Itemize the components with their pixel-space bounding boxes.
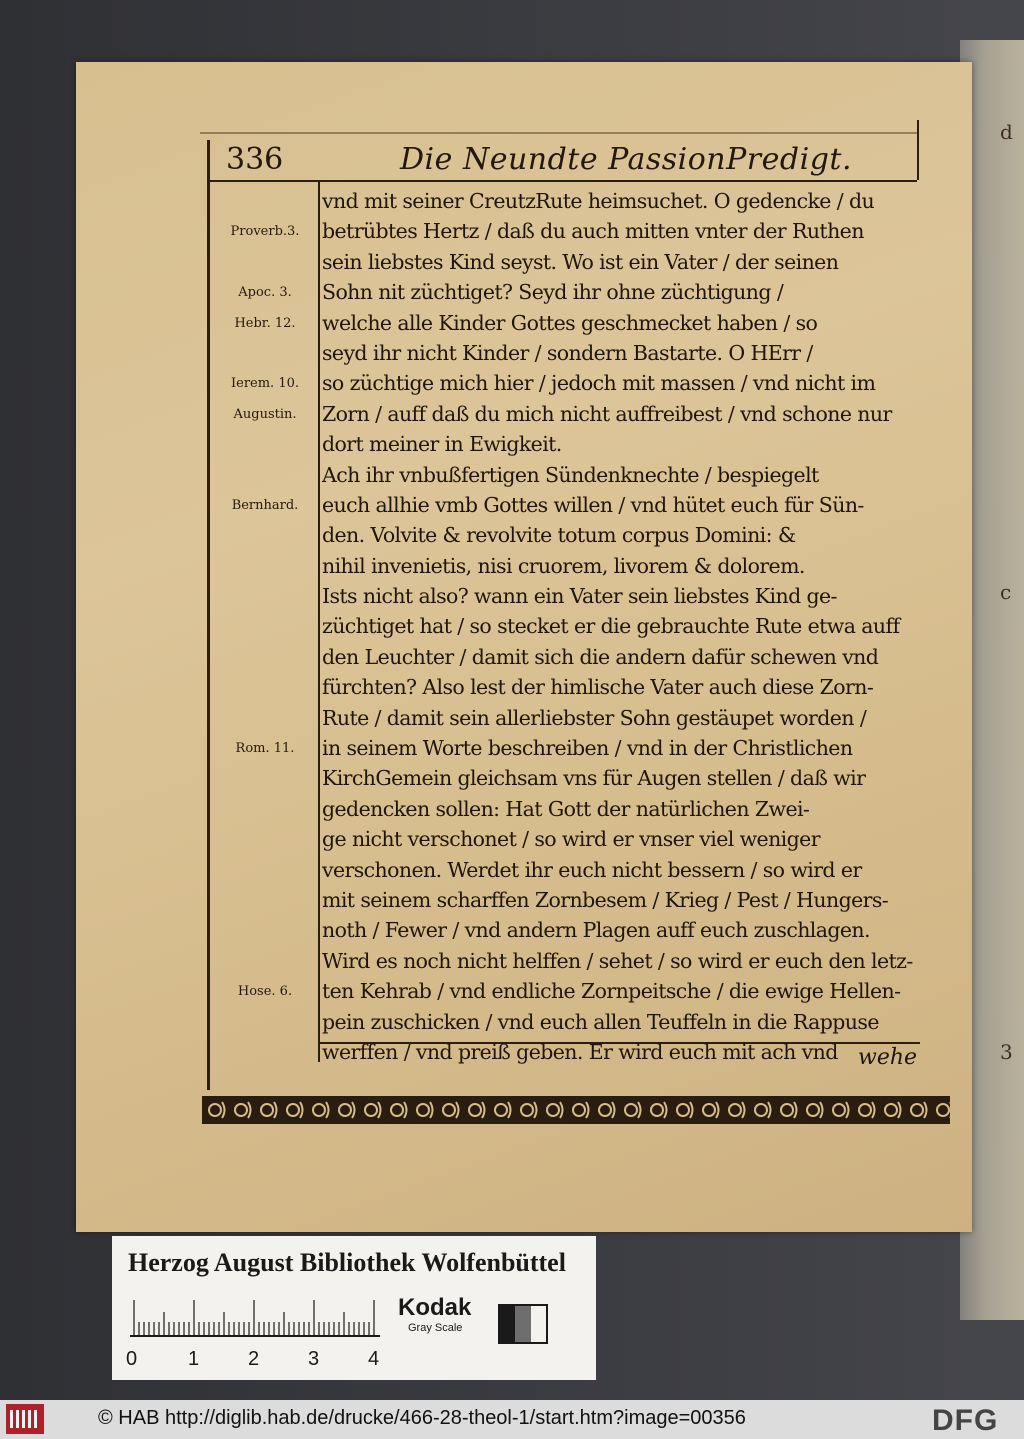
- header-rule-top: [200, 132, 918, 134]
- running-title: Die Neundte PassionPredigt.: [400, 142, 853, 177]
- color-card: [112, 1236, 596, 1380]
- gray-scale-label: Gray Scale: [408, 1322, 463, 1334]
- text-line: Wird es noch nicht helffen / sehet / so wird er euch den letz-: [322, 948, 913, 973]
- text-line: Ists nicht also? wann ein Vater sein liebstes Kind ge-: [322, 584, 837, 609]
- text-line: Sohn nit züchtiget? Seyd ihr ohne züchtigung /: [322, 280, 784, 305]
- ruler-number-1: 1: [188, 1348, 200, 1370]
- text-line: ge nicht verschonet / so wird er vnser viel weniger: [322, 827, 820, 852]
- text-line: Zorn / auff daß du mich nicht auffreibest / vnd schone nur: [322, 401, 892, 426]
- text-line: ten Kehrab / vnd endliche Zornpeitsche / die ewige Hellen-: [322, 979, 901, 1004]
- frame-right: [917, 120, 919, 180]
- text-line: vnd mit seiner CreutzRute heimsuchet. O gedencke / du: [322, 189, 875, 213]
- margin-note: Ierem. 10.: [230, 376, 299, 392]
- gray-swatches: [498, 1304, 548, 1344]
- text-line: betrübtes Hertz / daß du auch mitten vnter der Ruthen: [322, 219, 864, 244]
- text-line: den Leuchter / damit sich die andern dafür schewen vnd: [322, 644, 879, 669]
- text-line: KirchGemein gleichsam vns für Augen stellen / daß wir: [322, 766, 866, 791]
- ruler-number-3: 3: [308, 1348, 320, 1370]
- next-page-edge: d c 3: [960, 40, 1024, 1320]
- text-line: züchtiget hat / so stecket er die gebrauchte Rute etwa auff: [322, 614, 900, 639]
- text-line: pein zuschicken / vnd euch allen Teuffeln in die Rappuse: [322, 1009, 879, 1034]
- text-line: den. Volvite & revolvite totum corpus Domini: &: [322, 523, 796, 548]
- page-number: 336: [226, 142, 284, 177]
- text-line: nihil invenietis, nisi cruorem, livorem & dolorem.: [322, 553, 805, 578]
- kodak-logo: Kodak: [398, 1294, 472, 1321]
- margin-note: Apoc. 3.: [238, 285, 292, 301]
- margin-note: Proverb.3.: [230, 224, 300, 240]
- text-line: in seinem Worte beschreiben / vnd in der Christlichen: [322, 736, 853, 761]
- ruler-number-2: 2: [248, 1348, 260, 1370]
- ornament-border: [202, 1090, 950, 1130]
- text-line: mit seinem scharffen Zornbesem / Krieg / Pest / Hungers-: [322, 887, 889, 912]
- text-line: sein liebstes Kind seyst. Wo ist ein Vater / der seinen: [322, 249, 839, 274]
- footer-copyright: © HAB http://diglib.hab.de/drucke/466-28-theol-1/start.htm?image=00356: [98, 1407, 746, 1429]
- text-line: Rute / damit sein allerliebster Sohn gestäupet worden /: [322, 705, 867, 730]
- dfg-logo: DFG: [932, 1404, 999, 1437]
- margin-note: Bernhard.: [231, 498, 299, 513]
- text-line: Ach ihr vnbußfertigen Sündenknechte / bespiegelt: [322, 462, 819, 487]
- ruler-number-0: 0: [126, 1348, 138, 1370]
- margin-note: Hebr. 12.: [234, 315, 296, 331]
- text-line: dort meiner in Ewigkeit.: [322, 432, 562, 457]
- text-line: welche alle Kinder Gottes geschmecket haben / so: [322, 310, 818, 335]
- body-text: [322, 186, 920, 1067]
- ruler-number-4: 4: [368, 1348, 380, 1370]
- hab-logo-icon: [6, 1404, 44, 1434]
- text-line: euch allhie vmb Gottes willen / vnd hütet euch für Sün-: [322, 492, 864, 517]
- card-title: Herzog August Bibliothek Wolfenbüttel: [128, 1248, 566, 1277]
- margin-note: Augustin.: [233, 406, 297, 422]
- text-line: noth / Fewer / vnd andern Plagen auff euch zuschlagen.: [322, 918, 870, 943]
- text-line: werffen / vnd preiß geben. Er wird euch mit ach vnd: [322, 1039, 838, 1064]
- text-line: verschonen. Werdet ihr euch nicht bessern / so wird er: [322, 857, 862, 882]
- text-line: gedencken sollen: Hat Gott der natürlichen Zwei-: [322, 796, 810, 821]
- margin-note: Hose. 6.: [237, 984, 293, 1000]
- catchword: wehe: [858, 1045, 918, 1070]
- text-line: so züchtige mich hier / jedoch mit massen / vnd nicht im: [322, 371, 876, 396]
- text-line: fürchten? Also lest der himlische Vater auch diese Zorn-: [322, 675, 874, 700]
- frame-outer-left: [207, 140, 210, 1090]
- footer-bar: [0, 1400, 1024, 1439]
- frame-inner-left: [318, 182, 320, 1062]
- text-line: seyd ihr nicht Kinder / sondern Bastarte. O HErr /: [322, 340, 813, 365]
- margin-note: Rom. 11.: [235, 741, 295, 757]
